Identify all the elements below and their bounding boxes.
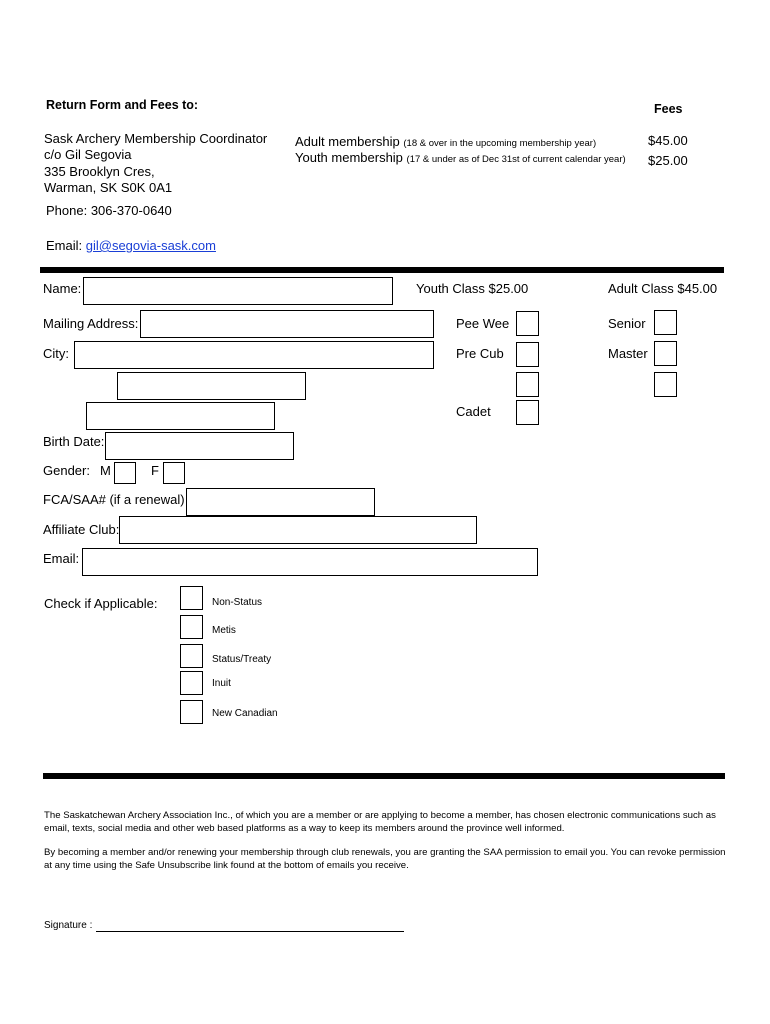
- notice-paragraph-2: By becoming a member and/or renewing your membership through club renewals, you are granting the SAA permission to email you. You can revoke permission at any time using the Safe Unsubscribe link found at the bottom of emails you receive.: [44, 847, 726, 871]
- status-treaty-label: Status/Treaty: [212, 654, 272, 665]
- address-extra-field-1[interactable]: [117, 372, 306, 400]
- signature-line[interactable]: [96, 931, 404, 932]
- birth-date-field[interactable]: [105, 432, 294, 460]
- city-field[interactable]: [74, 341, 434, 369]
- name-label: Name:: [43, 281, 82, 296]
- mailing-address-field[interactable]: [140, 310, 434, 338]
- inuit-checkbox[interactable]: [180, 671, 203, 695]
- contact-email-link[interactable]: gil@segovia-sask.com: [85, 238, 216, 253]
- address-line-4: Warman, SK S0K 0A1: [44, 180, 173, 195]
- affiliate-club-field[interactable]: [119, 516, 477, 544]
- youth-price: $25.00: [648, 153, 688, 168]
- return-title: Return Form and Fees to:: [46, 98, 199, 112]
- check-applicable-label: Check if Applicable:: [44, 596, 158, 611]
- email-field[interactable]: [82, 548, 538, 576]
- address-line-1: Sask Archery Membership Coordinator: [44, 131, 268, 146]
- adult-price: $45.00: [648, 133, 688, 148]
- metis-label: Metis: [212, 625, 236, 636]
- birth-date-label: Birth Date:: [43, 434, 105, 449]
- adult-membership-label: Adult membership: [295, 134, 404, 149]
- signature-label: Signature :: [44, 920, 93, 931]
- adult-membership-note: (18 & over in the upcoming membership year): [403, 138, 597, 149]
- pee-wee-checkbox[interactable]: [516, 311, 539, 336]
- metis-checkbox[interactable]: [180, 615, 203, 639]
- new-canadian-label: New Canadian: [212, 708, 278, 719]
- youth-extra-checkbox[interactable]: [516, 372, 539, 397]
- affiliate-club-label: Affiliate Club:: [43, 522, 120, 537]
- divider-top: [40, 267, 724, 273]
- address-line-3: 335 Brooklyn Cres,: [44, 164, 155, 179]
- senior-checkbox[interactable]: [654, 310, 677, 335]
- senior-label: Senior: [608, 316, 646, 331]
- cadet-checkbox[interactable]: [516, 400, 539, 425]
- adult-class-header: Adult Class $45.00: [608, 281, 718, 296]
- notice-paragraph-1: The Saskatchewan Archery Association Inc., of which you are a member or are applying to become a member, has chosen electronic communications such as email, texts, social media and other web based platforms as a way to keep its members around the province well informed.: [44, 810, 716, 834]
- gender-f-label: F: [151, 463, 159, 478]
- new-canadian-checkbox[interactable]: [180, 700, 203, 724]
- gender-m-checkbox[interactable]: [114, 462, 136, 484]
- master-label: Master: [608, 346, 648, 361]
- youth-membership-label: Youth membership: [295, 150, 407, 165]
- youth-class-header: Youth Class $25.00: [416, 281, 529, 296]
- fees-title: Fees: [654, 102, 683, 116]
- fca-field[interactable]: [186, 488, 375, 516]
- gender-m-label: M: [100, 463, 111, 478]
- address-extra-field-2[interactable]: [86, 402, 275, 430]
- youth-membership-note: (17 & under as of Dec 31st of current calendar year): [406, 154, 626, 165]
- name-field[interactable]: [83, 277, 393, 305]
- address-line-2: c/o Gil Segovia: [44, 147, 132, 162]
- contact-email-label: Email:: [46, 238, 86, 253]
- phone-text: Phone: 306-370-0640: [46, 203, 172, 218]
- non-status-checkbox[interactable]: [180, 586, 203, 610]
- pee-wee-label: Pee Wee: [456, 316, 510, 331]
- gender-label: Gender:: [43, 463, 90, 478]
- city-label: City:: [43, 346, 69, 361]
- master-checkbox[interactable]: [654, 341, 677, 366]
- cadet-label: Cadet: [456, 404, 491, 419]
- status-treaty-checkbox[interactable]: [180, 644, 203, 668]
- adult-extra-checkbox[interactable]: [654, 372, 677, 397]
- contact-email: [46, 238, 216, 253]
- divider-bottom: [43, 773, 725, 779]
- youth-membership-row: [295, 149, 626, 167]
- pre-cub-checkbox[interactable]: [516, 342, 539, 367]
- mailing-address-label: Mailing Address:: [43, 316, 139, 331]
- inuit-label: Inuit: [212, 678, 231, 689]
- gender-f-checkbox[interactable]: [163, 462, 185, 484]
- email-label: Email:: [43, 551, 80, 566]
- non-status-label: Non-Status: [212, 597, 263, 608]
- pre-cub-label: Pre Cub: [456, 346, 504, 361]
- fca-label: FCA/SAA# (if a renewal): [43, 492, 185, 507]
